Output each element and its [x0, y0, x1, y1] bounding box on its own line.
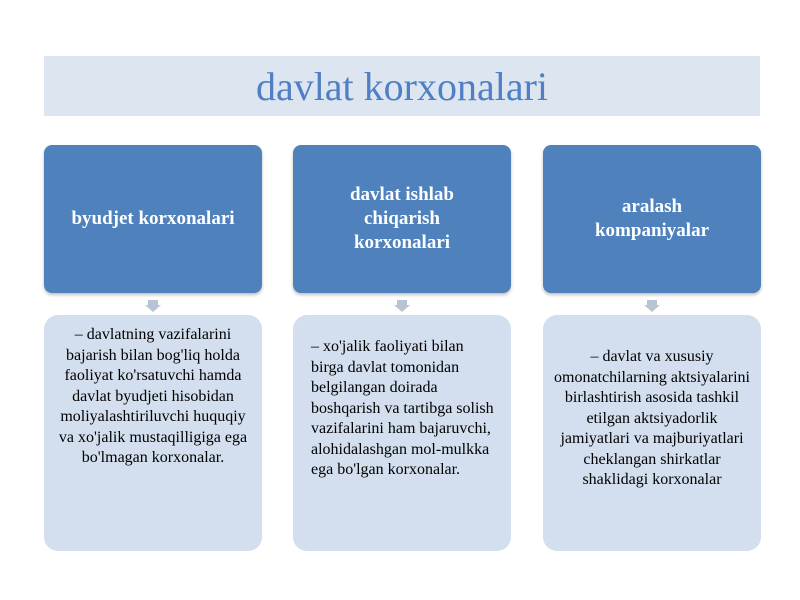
column-aralash	[543, 145, 761, 488]
description-box-aralash: – davlat va xususiy omonatchilarning aktsiyalarini birlashtirish asosida tashkil etilgan aktsiyadorlik jamiyatlari va majburiyatlari cheklangan shirkatlar shaklidagi korxonalar	[543, 315, 761, 551]
connector-arrow-1	[145, 300, 161, 312]
connector-arrow-3	[644, 300, 660, 312]
column-byudjet	[44, 145, 262, 466]
diagram-title: davlat korxonalari	[255, 63, 549, 109]
column-davlat-ishlab	[293, 145, 511, 478]
header-box-aralash: aralash kompaniyalar	[543, 145, 761, 293]
description-box-byudjet: – davlatning vazifalarini bajarish bilan bog'liq holda faoliyat ko'rsatuvchi hamda davlat byudjeti hisobidan moliyalashtiriluvchi huquqiy va xo'jalik mustaqilligiga ega bo'lmagan korxonalar.	[44, 315, 262, 551]
header-box-byudjet: byudjet korxonalari	[44, 145, 262, 293]
connector-arrow-2	[394, 300, 410, 312]
header-box-davlat-ishlab: davlat ishlab chiqarish korxonalari	[293, 145, 511, 293]
title-banner	[44, 56, 760, 116]
description-box-davlat-ishlab: – xo'jalik faoliyati bilan birga davlat tomonidan belgilangan doirada boshqarish va tartibga solish vazifalarini ham bajaruvchi, alohidalashgan mol-mulkka ega bo'lgan korxonalar.	[293, 315, 511, 551]
